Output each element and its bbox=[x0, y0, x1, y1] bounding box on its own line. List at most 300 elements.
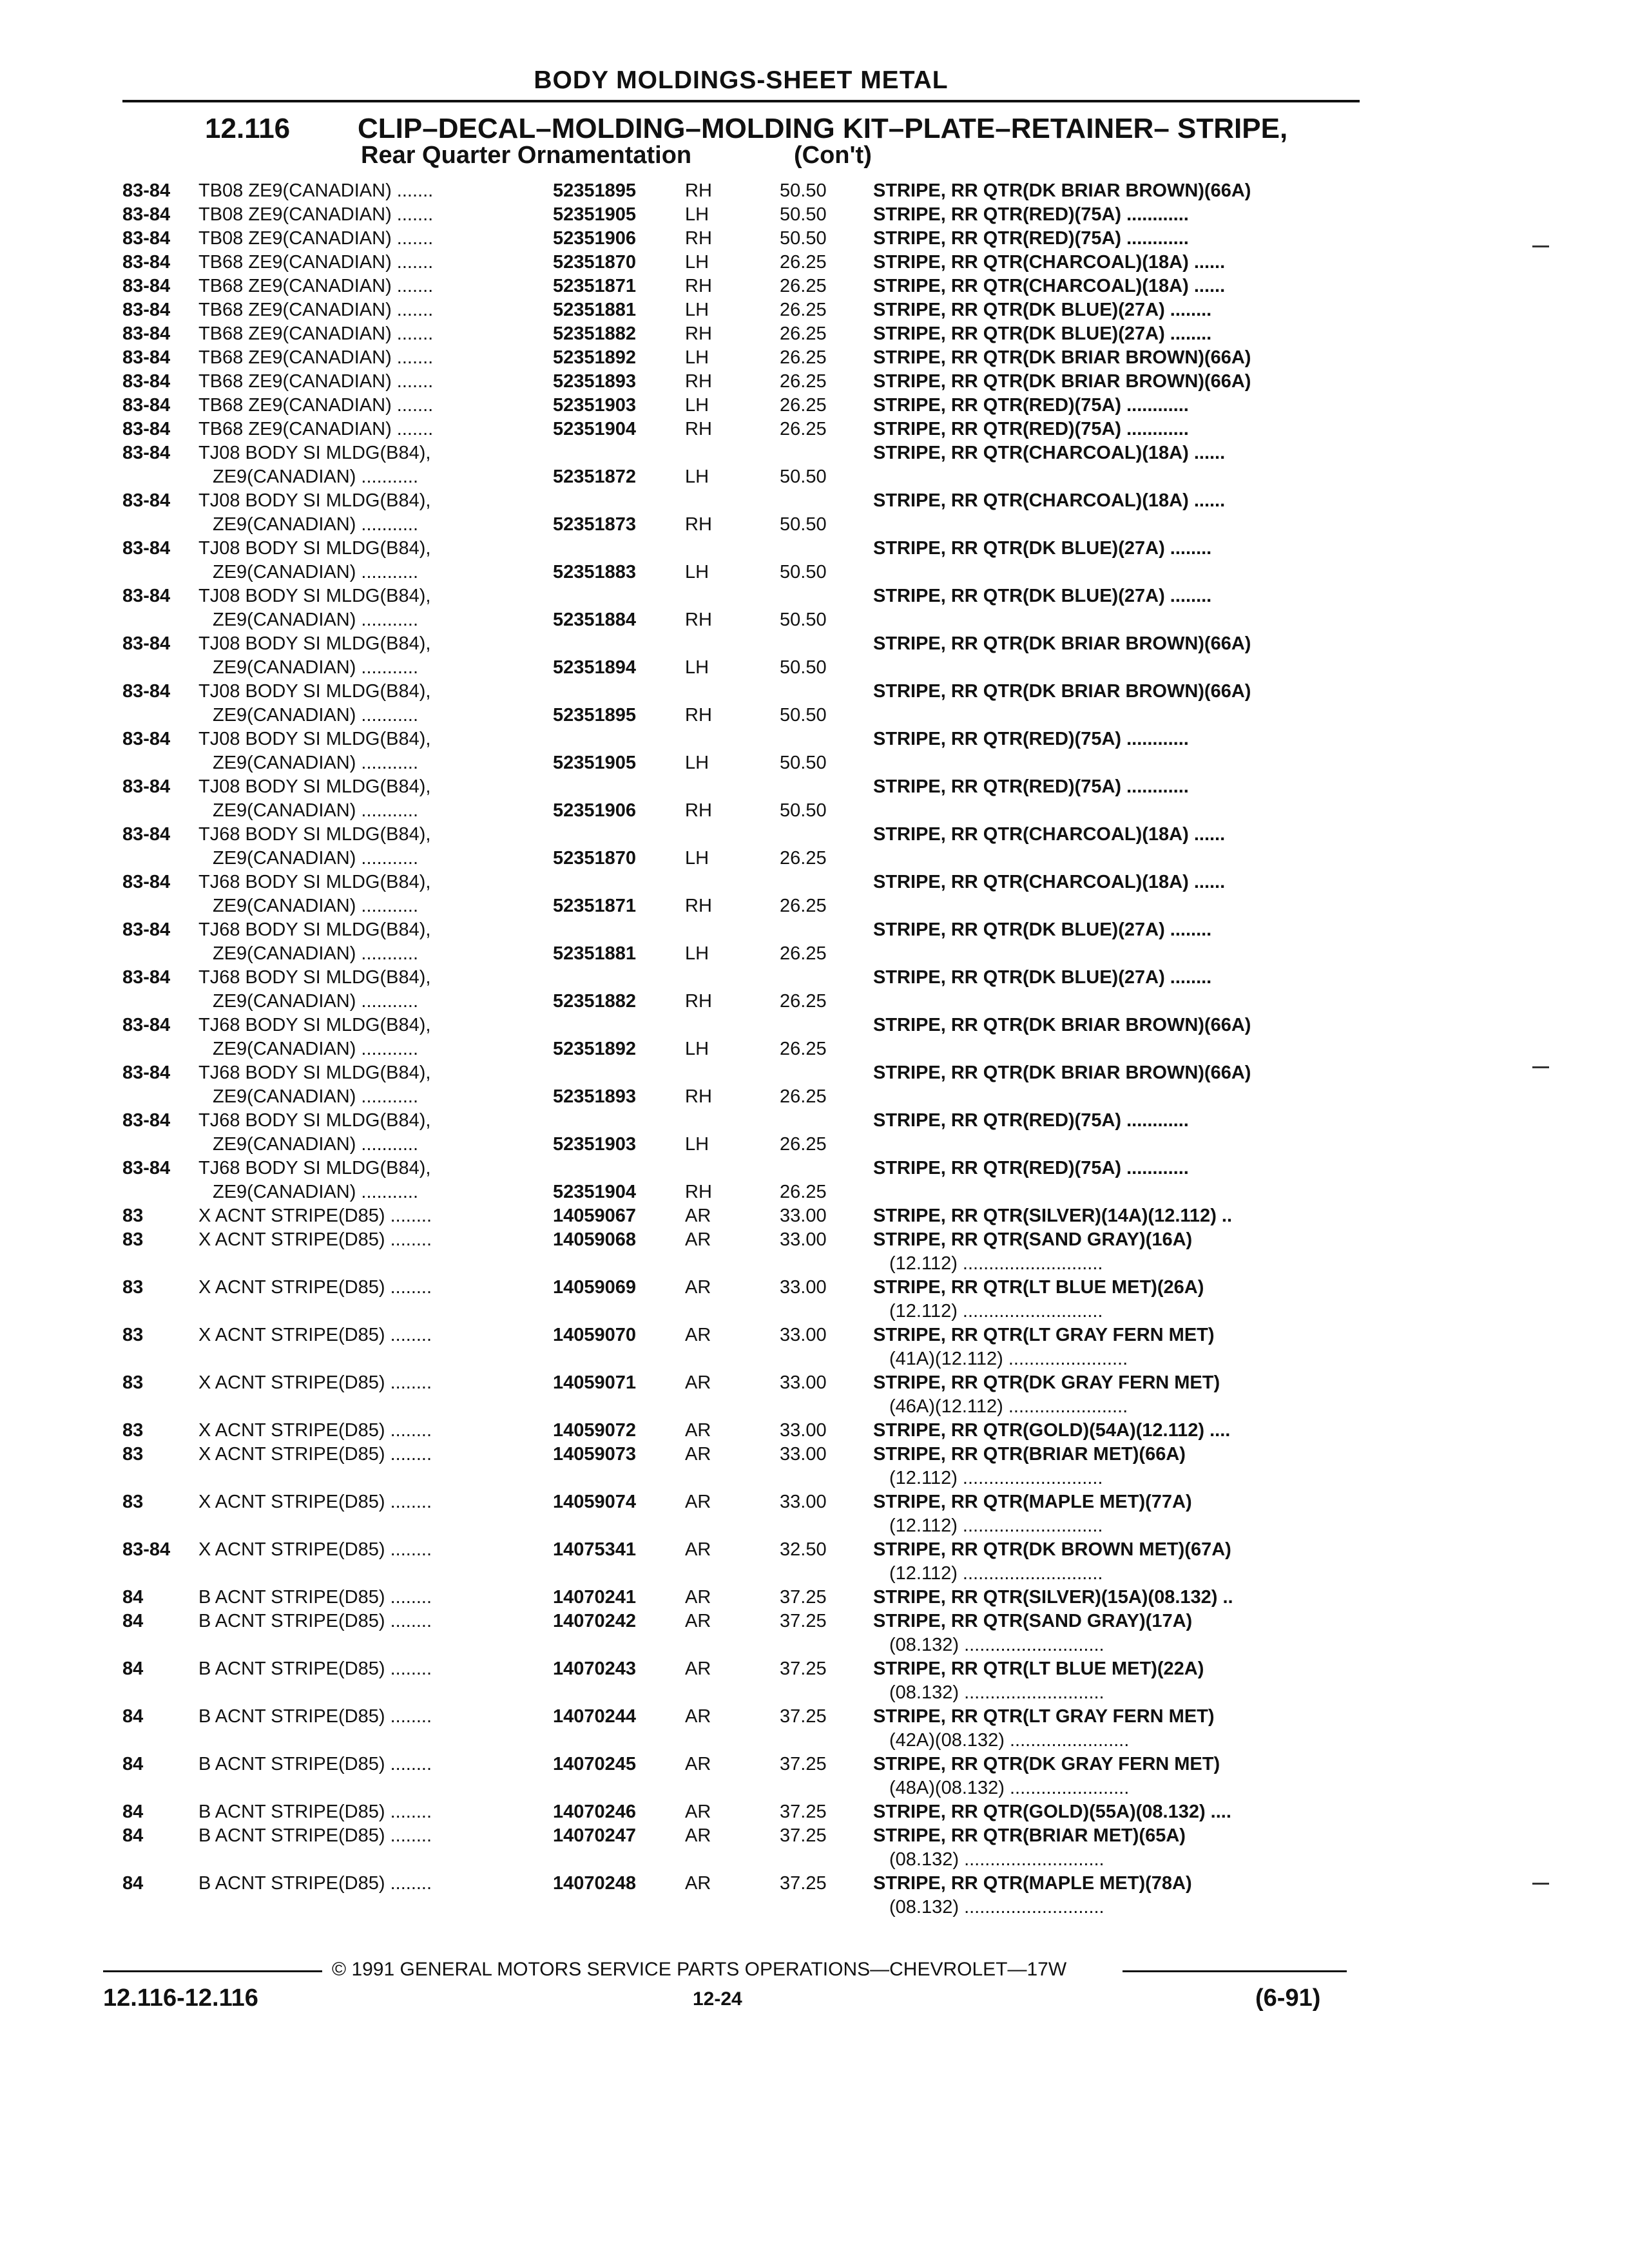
entry-price: 50.50 bbox=[780, 204, 827, 225]
entry-part-name-continued: (12.112) ........................... bbox=[889, 1563, 1103, 1584]
footer-rule-left bbox=[103, 1970, 322, 1972]
entry-side: LH bbox=[685, 1039, 709, 1059]
parts-entry bbox=[0, 322, 1629, 346]
margin-tick-3 bbox=[1532, 1883, 1549, 1885]
entry-description: B ACNT STRIPE(D85) ........ bbox=[198, 1754, 432, 1774]
entry-side: AR bbox=[685, 1873, 711, 1894]
entry-line-continued bbox=[0, 1729, 1629, 1753]
entry-part-number: 52351893 bbox=[553, 1086, 637, 1107]
parts-entry bbox=[0, 870, 1629, 918]
entry-price: 50.50 bbox=[780, 466, 827, 487]
entry-year: 84 bbox=[122, 1802, 144, 1822]
entry-line bbox=[0, 918, 1629, 942]
entry-line bbox=[0, 584, 1629, 608]
section-title: CLIP–DECAL–MOLDING–MOLDING KIT–PLATE–RETAINER– STRIPE, bbox=[358, 113, 1288, 144]
margin-tick-2 bbox=[1532, 1066, 1549, 1068]
parts-entry bbox=[0, 370, 1629, 394]
entry-price: 26.25 bbox=[780, 1134, 827, 1155]
entry-price: 37.25 bbox=[780, 1587, 827, 1608]
entry-price: 33.00 bbox=[780, 1206, 827, 1226]
entry-description: X ACNT STRIPE(D85) ........ bbox=[198, 1325, 432, 1345]
entry-line bbox=[0, 1419, 1629, 1443]
parts-entry bbox=[0, 418, 1629, 441]
entry-part-number: 52351871 bbox=[553, 896, 637, 916]
entry-part-number: 52351905 bbox=[553, 753, 637, 773]
entry-side: LH bbox=[685, 657, 709, 678]
parts-entry bbox=[0, 966, 1629, 1014]
entry-description: B ACNT STRIPE(D85) ........ bbox=[198, 1873, 432, 1894]
entry-line-continued bbox=[0, 1848, 1629, 1872]
entry-part-number: 52351892 bbox=[553, 347, 637, 368]
entry-price: 33.00 bbox=[780, 1444, 827, 1465]
entry-year: 83-84 bbox=[122, 180, 171, 201]
entry-part-number: 52351906 bbox=[553, 800, 637, 821]
entry-part-name: STRIPE, RR QTR(DK BRIAR BROWN)(66A) bbox=[873, 1062, 1251, 1083]
entry-price: 26.25 bbox=[780, 943, 827, 964]
parts-entry bbox=[0, 346, 1629, 370]
entry-part-name: STRIPE, RR QTR(RED)(75A) ............ bbox=[873, 776, 1189, 797]
entry-line-continued bbox=[0, 465, 1629, 489]
entry-part-name: STRIPE, RR QTR(DK BLUE)(27A) ........ bbox=[873, 586, 1212, 606]
entry-part-number: 14059074 bbox=[553, 1492, 637, 1512]
entry-description-continued: ZE9(CANADIAN) ........... bbox=[213, 848, 419, 869]
entry-part-name: STRIPE, RR QTR(GOLD)(55A)(08.132) .... bbox=[873, 1802, 1231, 1822]
parts-entry bbox=[0, 1490, 1629, 1538]
entry-part-number: 14070243 bbox=[553, 1658, 637, 1679]
entry-part-name-continued: (12.112) ........................... bbox=[889, 1301, 1103, 1321]
entry-side: AR bbox=[685, 1587, 711, 1608]
entry-line bbox=[0, 680, 1629, 704]
entry-part-name: STRIPE, RR QTR(DK BRIAR BROWN)(66A) bbox=[873, 681, 1251, 702]
entry-description-continued: ZE9(CANADIAN) ........... bbox=[213, 466, 419, 487]
entry-part-name: STRIPE, RR QTR(DK GRAY FERN MET) bbox=[873, 1754, 1220, 1774]
entry-year: 83-84 bbox=[122, 1158, 171, 1178]
entry-year: 84 bbox=[122, 1706, 144, 1727]
entry-part-name-continued: (08.132) ........................... bbox=[889, 1635, 1104, 1655]
entry-part-name: STRIPE, RR QTR(DK BRIAR BROWN)(66A) bbox=[873, 1015, 1251, 1035]
entry-price: 26.25 bbox=[780, 347, 827, 368]
entry-year: 83-84 bbox=[122, 443, 171, 463]
entry-part-name: STRIPE, RR QTR(LT BLUE MET)(26A) bbox=[873, 1277, 1204, 1298]
entry-line-continued bbox=[0, 513, 1629, 537]
footer-section-range: 12.116-12.116 bbox=[103, 1984, 258, 2012]
entry-price: 26.25 bbox=[780, 276, 827, 296]
entry-description: TJ68 BODY SI MLDG(B84), bbox=[198, 824, 431, 845]
entry-price: 50.50 bbox=[780, 228, 827, 249]
parts-entry bbox=[0, 1872, 1629, 1919]
entry-side: LH bbox=[685, 395, 709, 416]
entry-line bbox=[0, 1586, 1629, 1610]
entry-description: B ACNT STRIPE(D85) ........ bbox=[198, 1706, 432, 1727]
entry-part-number: 52351884 bbox=[553, 610, 637, 630]
entry-side: LH bbox=[685, 1134, 709, 1155]
entry-description: TJ68 BODY SI MLDG(B84), bbox=[198, 872, 431, 892]
entry-line bbox=[0, 274, 1629, 298]
entry-part-name-continued: (41A)(12.112) ....................... bbox=[889, 1349, 1128, 1369]
entry-side: RH bbox=[685, 1182, 712, 1202]
parts-entry bbox=[0, 1800, 1629, 1824]
entry-side: RH bbox=[685, 1086, 712, 1107]
entry-year: 83-84 bbox=[122, 586, 171, 606]
entry-description: B ACNT STRIPE(D85) ........ bbox=[198, 1587, 432, 1608]
entry-description: X ACNT STRIPE(D85) ........ bbox=[198, 1492, 432, 1512]
entry-line bbox=[0, 1800, 1629, 1824]
entry-price: 26.25 bbox=[780, 419, 827, 439]
entry-side: AR bbox=[685, 1420, 711, 1441]
parts-entry bbox=[0, 1753, 1629, 1800]
entry-price: 26.25 bbox=[780, 848, 827, 869]
entry-line-continued bbox=[0, 608, 1629, 632]
page-header-title: BODY MOLDINGS-SHEET METAL bbox=[534, 66, 949, 94]
entry-part-name: STRIPE, RR QTR(DK BLUE)(27A) ........ bbox=[873, 919, 1212, 940]
entry-price: 37.25 bbox=[780, 1802, 827, 1822]
entry-description: TB68 ZE9(CANADIAN) ....... bbox=[198, 371, 434, 392]
entry-line-continued bbox=[0, 1037, 1629, 1061]
entry-side: AR bbox=[685, 1206, 711, 1226]
entry-line-continued bbox=[0, 942, 1629, 966]
entry-part-name-continued: (08.132) ........................... bbox=[889, 1682, 1104, 1703]
entry-price: 37.25 bbox=[780, 1825, 827, 1846]
entry-line bbox=[0, 322, 1629, 346]
entry-part-number: 52351903 bbox=[553, 1134, 637, 1155]
entry-line-continued bbox=[0, 1633, 1629, 1657]
entry-side: AR bbox=[685, 1229, 711, 1250]
entry-year: 83 bbox=[122, 1420, 144, 1441]
entry-line-continued bbox=[0, 1252, 1629, 1276]
entry-line bbox=[0, 775, 1629, 799]
entry-description: B ACNT STRIPE(D85) ........ bbox=[198, 1802, 432, 1822]
entry-part-number: 52351895 bbox=[553, 705, 637, 726]
entry-line bbox=[0, 1204, 1629, 1228]
entry-part-name: STRIPE, RR QTR(GOLD)(54A)(12.112) .... bbox=[873, 1420, 1231, 1441]
margin-tick-1 bbox=[1532, 245, 1549, 247]
entry-description: TJ08 BODY SI MLDG(B84), bbox=[198, 443, 431, 463]
entry-part-number: 52351871 bbox=[553, 276, 637, 296]
entry-year: 83 bbox=[122, 1492, 144, 1512]
entry-side: AR bbox=[685, 1492, 711, 1512]
entry-price: 26.25 bbox=[780, 252, 827, 273]
entry-description-continued: ZE9(CANADIAN) ........... bbox=[213, 657, 419, 678]
entry-part-name-continued: (46A)(12.112) ....................... bbox=[889, 1396, 1128, 1417]
entry-side: AR bbox=[685, 1754, 711, 1774]
footer-date: (6-91) bbox=[1255, 1984, 1321, 2012]
footer-page-number: 12-24 bbox=[693, 1988, 742, 2010]
entry-description: TJ68 BODY SI MLDG(B84), bbox=[198, 1015, 431, 1035]
entry-part-name: STRIPE, RR QTR(CHARCOAL)(18A) ...... bbox=[873, 443, 1226, 463]
entry-side: LH bbox=[685, 204, 709, 225]
entry-side: LH bbox=[685, 300, 709, 320]
entry-description: TJ08 BODY SI MLDG(B84), bbox=[198, 681, 431, 702]
parts-entry bbox=[0, 274, 1629, 298]
entry-year: 83-84 bbox=[122, 633, 171, 654]
entry-year: 83 bbox=[122, 1325, 144, 1345]
entry-part-number: 52351881 bbox=[553, 300, 637, 320]
entry-side: RH bbox=[685, 371, 712, 392]
entry-line-continued bbox=[0, 656, 1629, 680]
parts-entry bbox=[0, 823, 1629, 870]
entry-part-name: STRIPE, RR QTR(RED)(75A) ............ bbox=[873, 729, 1189, 749]
entry-line bbox=[0, 1228, 1629, 1252]
entry-description: TJ68 BODY SI MLDG(B84), bbox=[198, 967, 431, 988]
entry-year: 84 bbox=[122, 1611, 144, 1631]
parts-entry bbox=[0, 775, 1629, 823]
entry-side: AR bbox=[685, 1706, 711, 1727]
entry-part-name: STRIPE, RR QTR(DK GRAY FERN MET) bbox=[873, 1372, 1220, 1393]
entry-description: TJ08 BODY SI MLDG(B84), bbox=[198, 490, 431, 511]
entry-year: 83-84 bbox=[122, 1539, 171, 1560]
parts-entry bbox=[0, 1586, 1629, 1610]
entry-part-name-continued: (42A)(08.132) ....................... bbox=[889, 1730, 1130, 1751]
entry-part-number: 52351904 bbox=[553, 419, 637, 439]
entry-line bbox=[0, 1109, 1629, 1133]
entry-year: 83-84 bbox=[122, 490, 171, 511]
entry-description-continued: ZE9(CANADIAN) ........... bbox=[213, 753, 419, 773]
parts-entry bbox=[0, 179, 1629, 203]
footer-copyright: © 1991 GENERAL MOTORS SERVICE PARTS OPERATIONS—CHEVROLET—17W bbox=[332, 1959, 1067, 1980]
entry-price: 33.00 bbox=[780, 1420, 827, 1441]
entry-description: TJ08 BODY SI MLDG(B84), bbox=[198, 538, 431, 559]
entry-part-name: STRIPE, RR QTR(DK BLUE)(27A) ........ bbox=[873, 538, 1212, 559]
entry-part-name: STRIPE, RR QTR(DK BRIAR BROWN)(66A) bbox=[873, 371, 1251, 392]
parts-entry bbox=[0, 680, 1629, 727]
entry-part-number: 14059073 bbox=[553, 1444, 637, 1465]
parts-entry bbox=[0, 1157, 1629, 1204]
entry-part-name: STRIPE, RR QTR(SILVER)(15A)(08.132) .. bbox=[873, 1587, 1233, 1608]
entry-part-name: STRIPE, RR QTR(LT GRAY FERN MET) bbox=[873, 1706, 1215, 1727]
entry-line-continued bbox=[0, 990, 1629, 1014]
entry-line bbox=[0, 632, 1629, 656]
entry-line bbox=[0, 870, 1629, 894]
entry-part-number: 14070248 bbox=[553, 1873, 637, 1894]
entry-line-continued bbox=[0, 1681, 1629, 1705]
entry-part-number: 14059068 bbox=[553, 1229, 637, 1250]
entry-side: RH bbox=[685, 228, 712, 249]
entry-part-name: STRIPE, RR QTR(BRIAR MET)(66A) bbox=[873, 1444, 1186, 1465]
entry-price: 50.50 bbox=[780, 180, 827, 201]
entry-price: 26.25 bbox=[780, 1182, 827, 1202]
entry-line bbox=[0, 227, 1629, 251]
entry-line-continued bbox=[0, 1085, 1629, 1109]
entry-description-continued: ZE9(CANADIAN) ........... bbox=[213, 1039, 419, 1059]
entry-part-name: STRIPE, RR QTR(CHARCOAL)(18A) ...... bbox=[873, 276, 1226, 296]
entry-description: TJ08 BODY SI MLDG(B84), bbox=[198, 586, 431, 606]
entry-price: 50.50 bbox=[780, 753, 827, 773]
entry-price: 26.25 bbox=[780, 323, 827, 344]
entry-side: AR bbox=[685, 1372, 711, 1393]
entry-line bbox=[0, 1538, 1629, 1562]
entry-part-number: 52351873 bbox=[553, 514, 637, 535]
entry-line-continued bbox=[0, 1347, 1629, 1371]
entry-line-continued bbox=[0, 1180, 1629, 1204]
entry-line-continued bbox=[0, 1562, 1629, 1586]
entry-description: TJ68 BODY SI MLDG(B84), bbox=[198, 1158, 431, 1178]
entry-year: 83-84 bbox=[122, 419, 171, 439]
entry-price: 26.25 bbox=[780, 896, 827, 916]
entry-price: 33.00 bbox=[780, 1277, 827, 1298]
parts-entry bbox=[0, 1228, 1629, 1276]
parts-entry bbox=[0, 1824, 1629, 1872]
entry-line bbox=[0, 1657, 1629, 1681]
entry-line bbox=[0, 1490, 1629, 1514]
entry-year: 83-84 bbox=[122, 919, 171, 940]
entry-description: X ACNT STRIPE(D85) ........ bbox=[198, 1444, 432, 1465]
entry-line-continued bbox=[0, 894, 1629, 918]
entry-side: RH bbox=[685, 991, 712, 1012]
entry-part-name: STRIPE, RR QTR(MAPLE MET)(77A) bbox=[873, 1492, 1192, 1512]
parts-entry bbox=[0, 1419, 1629, 1443]
entry-part-number: 52351905 bbox=[553, 204, 637, 225]
parts-entry bbox=[0, 1610, 1629, 1657]
entry-line bbox=[0, 823, 1629, 847]
entry-description-continued: ZE9(CANADIAN) ........... bbox=[213, 1086, 419, 1107]
entry-line-continued bbox=[0, 799, 1629, 823]
entry-description: TB68 ZE9(CANADIAN) ....... bbox=[198, 419, 434, 439]
entry-part-name: STRIPE, RR QTR(CHARCOAL)(18A) ...... bbox=[873, 824, 1226, 845]
entry-side: RH bbox=[685, 276, 712, 296]
entry-year: 83-84 bbox=[122, 824, 171, 845]
entry-line bbox=[0, 251, 1629, 274]
entry-side: LH bbox=[685, 943, 709, 964]
entry-price: 33.00 bbox=[780, 1492, 827, 1512]
parts-entry bbox=[0, 394, 1629, 418]
entry-price: 50.50 bbox=[780, 705, 827, 726]
header-rule bbox=[122, 100, 1360, 102]
entry-side: RH bbox=[685, 180, 712, 201]
entry-description-continued: ZE9(CANADIAN) ........... bbox=[213, 800, 419, 821]
entry-part-name: STRIPE, RR QTR(BRIAR MET)(65A) bbox=[873, 1825, 1186, 1846]
entry-line bbox=[0, 441, 1629, 465]
entry-line bbox=[0, 1753, 1629, 1776]
parts-entry bbox=[0, 1061, 1629, 1109]
entry-price: 32.50 bbox=[780, 1539, 827, 1560]
entry-year: 83-84 bbox=[122, 1015, 171, 1035]
entry-year: 83-84 bbox=[122, 538, 171, 559]
parts-entry bbox=[0, 1371, 1629, 1419]
entry-description-continued: ZE9(CANADIAN) ........... bbox=[213, 610, 419, 630]
entry-line-continued bbox=[0, 561, 1629, 584]
entry-line bbox=[0, 1872, 1629, 1896]
entry-year: 84 bbox=[122, 1587, 144, 1608]
entry-year: 83-84 bbox=[122, 776, 171, 797]
entry-year: 83-84 bbox=[122, 681, 171, 702]
entry-description: TB68 ZE9(CANADIAN) ....... bbox=[198, 323, 434, 344]
entry-description: X ACNT STRIPE(D85) ........ bbox=[198, 1206, 432, 1226]
entry-price: 26.25 bbox=[780, 991, 827, 1012]
entry-year: 83 bbox=[122, 1229, 144, 1250]
entry-line-continued bbox=[0, 1514, 1629, 1538]
entry-description: X ACNT STRIPE(D85) ........ bbox=[198, 1539, 432, 1560]
entry-year: 83-84 bbox=[122, 872, 171, 892]
entry-side: RH bbox=[685, 610, 712, 630]
entry-side: LH bbox=[685, 848, 709, 869]
entry-part-name: STRIPE, RR QTR(SAND GRAY)(16A) bbox=[873, 1229, 1193, 1250]
entry-side: RH bbox=[685, 705, 712, 726]
parts-entry bbox=[0, 1705, 1629, 1753]
entry-line bbox=[0, 394, 1629, 418]
entry-description: B ACNT STRIPE(D85) ........ bbox=[198, 1658, 432, 1679]
footer-rule-right bbox=[1123, 1970, 1347, 1972]
entry-part-name: STRIPE, RR QTR(RED)(75A) ............ bbox=[873, 1158, 1189, 1178]
entry-price: 50.50 bbox=[780, 514, 827, 535]
entry-price: 26.25 bbox=[780, 300, 827, 320]
entry-part-name: STRIPE, RR QTR(DK BLUE)(27A) ........ bbox=[873, 300, 1212, 320]
entry-part-name-continued: (48A)(08.132) ....................... bbox=[889, 1778, 1130, 1798]
entry-part-name-continued: (12.112) ........................... bbox=[889, 1253, 1103, 1274]
entry-year: 83-84 bbox=[122, 1062, 171, 1083]
entry-price: 26.25 bbox=[780, 395, 827, 416]
entry-part-name: STRIPE, RR QTR(CHARCOAL)(18A) ...... bbox=[873, 872, 1226, 892]
entry-description: TB08 ZE9(CANADIAN) ....... bbox=[198, 228, 434, 249]
entry-description: TJ08 BODY SI MLDG(B84), bbox=[198, 729, 431, 749]
entry-year: 83-84 bbox=[122, 395, 171, 416]
entry-price: 50.50 bbox=[780, 562, 827, 582]
parts-entry bbox=[0, 203, 1629, 227]
entry-year: 83-84 bbox=[122, 729, 171, 749]
entry-side: LH bbox=[685, 753, 709, 773]
entry-description: TB68 ZE9(CANADIAN) ....... bbox=[198, 395, 434, 416]
entry-price: 33.00 bbox=[780, 1229, 827, 1250]
parts-entry bbox=[0, 1443, 1629, 1490]
entry-line bbox=[0, 1061, 1629, 1085]
entry-price: 33.00 bbox=[780, 1325, 827, 1345]
parts-entry bbox=[0, 227, 1629, 251]
entry-line bbox=[0, 1824, 1629, 1848]
entry-price: 37.25 bbox=[780, 1611, 827, 1631]
entry-year: 83 bbox=[122, 1277, 144, 1298]
entry-part-number: 14059069 bbox=[553, 1277, 637, 1298]
entry-part-number: 14070246 bbox=[553, 1802, 637, 1822]
entry-side: LH bbox=[685, 562, 709, 582]
parts-entry bbox=[0, 1657, 1629, 1705]
entry-line-continued bbox=[0, 1133, 1629, 1157]
entry-description: X ACNT STRIPE(D85) ........ bbox=[198, 1372, 432, 1393]
entry-year: 83-84 bbox=[122, 1110, 171, 1131]
entry-side: AR bbox=[685, 1277, 711, 1298]
entry-line bbox=[0, 346, 1629, 370]
entry-line-continued bbox=[0, 1896, 1629, 1919]
entry-part-name: STRIPE, RR QTR(CHARCOAL)(18A) ...... bbox=[873, 252, 1226, 273]
entry-description-continued: ZE9(CANADIAN) ........... bbox=[213, 562, 419, 582]
parts-entry bbox=[0, 489, 1629, 537]
entry-part-name-continued: (12.112) ........................... bbox=[889, 1515, 1103, 1536]
entry-description: X ACNT STRIPE(D85) ........ bbox=[198, 1420, 432, 1441]
entry-price: 26.25 bbox=[780, 1086, 827, 1107]
entry-line-continued bbox=[0, 1466, 1629, 1490]
entry-side: AR bbox=[685, 1325, 711, 1345]
parts-entry bbox=[0, 1538, 1629, 1586]
entry-year: 83 bbox=[122, 1206, 144, 1226]
entry-line bbox=[0, 203, 1629, 227]
parts-list bbox=[0, 179, 1629, 1919]
entry-year: 83-84 bbox=[122, 252, 171, 273]
parts-entry bbox=[0, 584, 1629, 632]
entry-part-number: 52351892 bbox=[553, 1039, 637, 1059]
entry-description-continued: ZE9(CANADIAN) ........... bbox=[213, 514, 419, 535]
entry-description: TB68 ZE9(CANADIAN) ....... bbox=[198, 252, 434, 273]
entry-part-number: 52351872 bbox=[553, 466, 637, 487]
parts-entry bbox=[0, 298, 1629, 322]
entry-part-number: 14075341 bbox=[553, 1539, 637, 1560]
entry-part-number: 14070242 bbox=[553, 1611, 637, 1631]
entry-part-number: 14070247 bbox=[553, 1825, 637, 1846]
entry-year: 84 bbox=[122, 1825, 144, 1846]
entry-line bbox=[0, 727, 1629, 751]
entry-description: B ACNT STRIPE(D85) ........ bbox=[198, 1825, 432, 1846]
entry-description: X ACNT STRIPE(D85) ........ bbox=[198, 1277, 432, 1298]
entry-part-number: 52351903 bbox=[553, 395, 637, 416]
entry-part-number: 52351906 bbox=[553, 228, 637, 249]
entry-part-number: 52351904 bbox=[553, 1182, 637, 1202]
